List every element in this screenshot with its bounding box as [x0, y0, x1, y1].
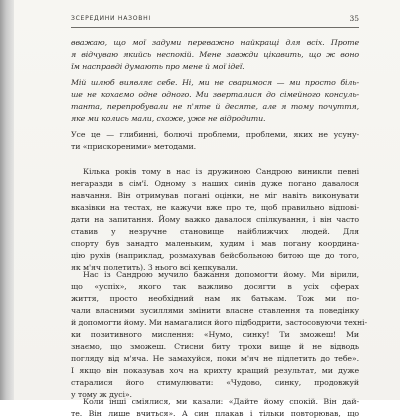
text-line: навчання. Він отримував погані оцінки, не міг навіть виконувати	[71, 191, 359, 201]
text-line: Мій шлюб виявляє себе. Ні, ми не сваримося — ми просто біль-	[71, 78, 359, 87]
text-line: Кілька років тому в нас із дружиною Сандрою виникли певні	[83, 167, 359, 176]
paragraph	[71, 269, 367, 402]
paragraph	[71, 77, 359, 125]
text-line: як м'яч полетить). З нього всі кепкували.	[71, 263, 238, 273]
text-line: танта, перепробували не п'яте й десяте, але я тому почуття,	[71, 102, 359, 112]
text-line: старалися його стимулювати: «Чудово, синку, продовжуй	[71, 378, 359, 388]
text-line: чали власними зусиллями змінити власне ставлення та поведінку	[71, 306, 359, 316]
text-line: що «успіх», якого так важливо досягти в усіх сферах	[71, 282, 359, 292]
text-line: ти «прискореними» методами.	[71, 142, 196, 152]
paragraph	[71, 129, 359, 153]
text-line: у тому ж дусі».	[71, 390, 132, 400]
text-line: Нас із Сандрою мучило бажання допомогти йому. Ми вірили,	[83, 270, 359, 279]
text-line: негаразди в сім'ї. Одному з наших синів дуже погано давалося	[71, 179, 359, 189]
text-line: яке ми колись мали, схоже, уже не відродити.	[71, 114, 266, 124]
text-line: Коли інші сміялися, ми казали: «Дайте йому спокій. Він дай-	[83, 397, 359, 406]
text-line: знаємо, що зможеш. Стисни биту трохи вище й не відводь	[71, 342, 359, 352]
text-line: те. Він лише вчиться». А син плакав і тільки повторював, що	[71, 409, 359, 419]
chapter-title: ЗСЕРЕДИНИ НАЗОВНІ	[71, 15, 151, 22]
paragraph	[71, 37, 359, 73]
text-line: дати на запитання. Йому важко давалося спілкування, і він часто	[71, 215, 359, 225]
text-line: ше не кохаємо одне одного. Ми зверталися до сімейного консуль-	[71, 90, 359, 100]
text-line: ки позитивного мислення: «Нумо, синку! Ти зможеш! Ми	[71, 330, 359, 340]
text-line: Усе це — глибинні, болючі проблеми, проблеми, яких не усуну-	[71, 130, 359, 139]
text-line: й допомогти йому. Ми намагалися його підбодрити, застосовуючи техні-	[71, 318, 367, 328]
text-line: спорту був занадто маленьким, худим і мав погану координа-	[71, 239, 359, 249]
text-line: життя, просто необхідний нам як батькам. Тож ми по-	[71, 294, 359, 304]
text-line: вважаю, що мої задуми переважно найкращі для всіх. Проте	[71, 38, 359, 47]
text-line: цію рухів (наприклад, розмахував бейсбольною битою ще до того,	[71, 251, 359, 261]
text-line: ставив у незручне становище найближчих людей. Для	[71, 227, 359, 237]
text-line: І якщо він показував хоч на крихту кращий результат, ми дуже	[71, 366, 359, 376]
running-head	[71, 13, 359, 28]
text-line: я відчуваю якийсь неспокій. Мене завжди цікавить, що ж воно	[71, 50, 359, 60]
paragraph	[71, 166, 359, 274]
text-line: погляду від м'яча. Не замахуйся, поки м'яч не підлетить до тебе».	[71, 354, 359, 364]
page-number: 35	[349, 14, 359, 23]
text-line: їм насправді думають про мене й мої ідеї.	[71, 62, 245, 72]
text-line: вказівки на тестах, не кажучи вже про те, щоб правильно відпові-	[71, 203, 359, 213]
